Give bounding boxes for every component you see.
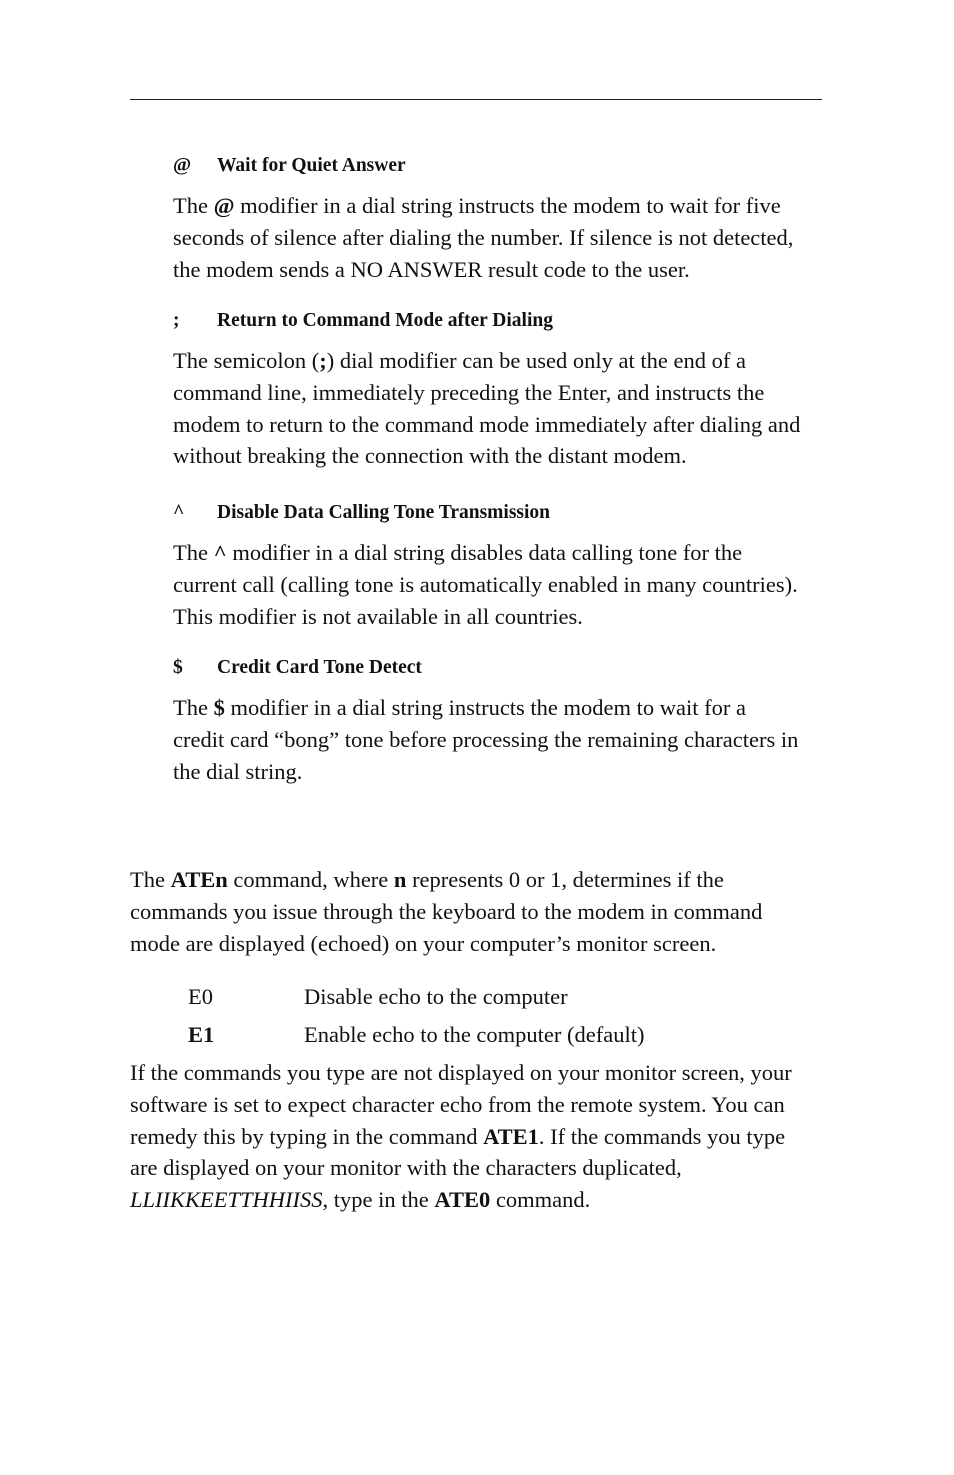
text-line: The ATEn command, where n represents 0 or 1, determines if the: [130, 867, 724, 892]
text-line: mode are displayed (echoed) on your computer’s monitor screen.: [130, 930, 717, 956]
modifier-symbol: @: [173, 155, 192, 176]
bold-term: n: [393, 867, 407, 892]
text-line: This modifier is not available in all countries.: [173, 603, 583, 629]
echo-intro-paragraph: [130, 864, 830, 959]
text-line: software is set to expect character echo from the remote system. You can: [130, 1091, 785, 1117]
section-heading: [173, 656, 833, 680]
modifier-section-dollar: [173, 656, 833, 787]
section-title: Return to Command Mode after Dialing: [217, 310, 553, 331]
section-body: [173, 537, 833, 632]
text-line: remedy this by typing in the command ATE1. If the commands you type: [130, 1123, 786, 1149]
option-description: Disable echo to the computer: [304, 984, 568, 1009]
text-line: without breaking the connection with the distant modem.: [173, 443, 687, 469]
modifier-symbol: ;: [173, 310, 180, 331]
section-heading: [173, 154, 833, 178]
italic-term: LLIIKKEETTHHIISS: [130, 1187, 323, 1213]
text-line: If the commands you type are not displayed on your monitor screen, your: [130, 1060, 792, 1085]
bold-term: $: [213, 695, 225, 720]
text-line: the dial string.: [173, 758, 303, 784]
text-line: commands you issue through the keyboard to the modem in command: [130, 898, 763, 924]
text-line: are displayed on your monitor with the characters duplicated,: [130, 1155, 682, 1181]
modifier-section-semicolon: [173, 309, 833, 472]
section-body: [173, 692, 833, 787]
header-rule: [130, 99, 822, 100]
bold-term: ;: [319, 348, 327, 373]
option-code: E0: [188, 984, 213, 1009]
text-line: The semicolon (;) dial modifier can be used only at the end of a: [173, 348, 746, 373]
echo-note-paragraph: [130, 1057, 830, 1216]
section-heading: [173, 309, 833, 333]
text-line: the modem sends a NO ANSWER result code to the user.: [173, 256, 690, 282]
bold-term: ATE0: [434, 1187, 491, 1213]
text-line: The @ modifier in a dial string instructs the modem to wait for five: [173, 193, 781, 218]
option-description: Enable echo to the computer (default): [304, 1022, 645, 1047]
text-line: seconds of silence after dialing the number. If silence is not detected,: [173, 224, 794, 250]
text-line: The $ modifier in a dial string instructs the modem to wait for a: [173, 695, 746, 720]
section-body: [173, 345, 833, 472]
section-title: Wait for Quiet Answer: [217, 155, 406, 176]
bold-term: ATE1: [483, 1123, 539, 1149]
bold-term: ATEn: [170, 867, 228, 892]
text-line: LLIIKKEETTHHIISS, type in the ATE0 command.: [130, 1187, 591, 1213]
section-title: Credit Card Tone Detect: [217, 657, 422, 678]
modifier-symbol: $: [173, 657, 183, 678]
section-body: [173, 190, 833, 285]
text-line: modem to return to the command mode immediately after dialing and: [173, 411, 801, 437]
text-line: The ^ modifier in a dial string disables data calling tone for the: [173, 540, 743, 565]
modifier-symbol: ^: [173, 502, 185, 523]
bold-term: ^: [213, 540, 227, 565]
modifier-section-at: [173, 154, 833, 285]
text-line: command line, immediately preceding the Enter, and instructs the: [173, 379, 765, 405]
section-title: Disable Data Calling Tone Transmission: [217, 502, 551, 523]
text-line: current call (calling tone is automatically enabled in many countries).: [173, 571, 798, 597]
section-heading: [173, 501, 833, 525]
text-line: credit card “bong” tone before processing the remaining characters in: [173, 726, 799, 752]
bold-term: @: [213, 193, 235, 218]
option-code: E1: [188, 1022, 215, 1047]
modifier-section-caret: [173, 501, 833, 632]
